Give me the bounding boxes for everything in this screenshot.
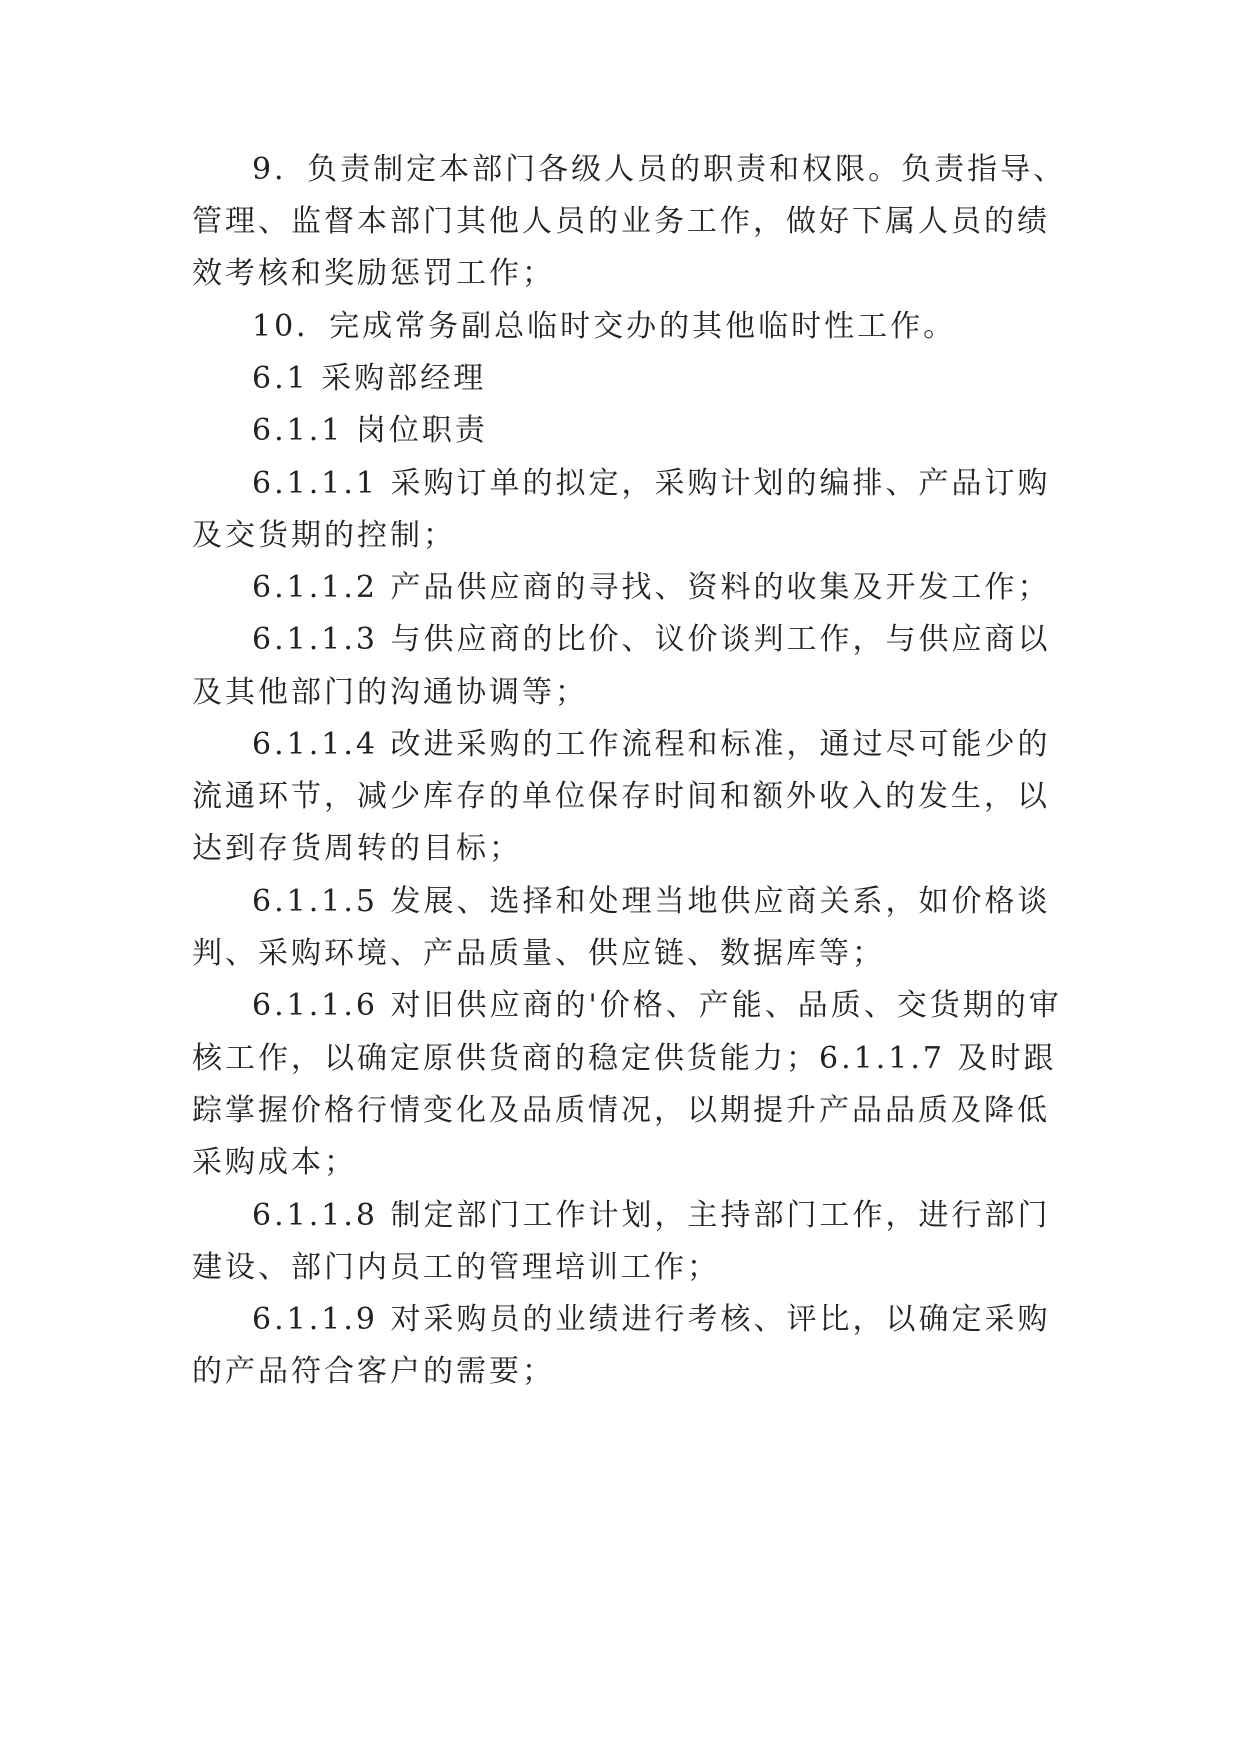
- text-line: 及交货期的控制；: [192, 518, 456, 553]
- text-line: 判、采购环境、产品质量、供应链、数据库等；: [192, 936, 885, 971]
- text-line: 6.1.1.4 改进采购的工作流程和标准，通过尽可能少的: [252, 727, 1051, 762]
- text-line: 的产品符合客户的需要；: [192, 1354, 555, 1389]
- text-line: 核工作，以确定原供货商的稳定供货能力；6.1.1.7 及时跟: [192, 1041, 1057, 1076]
- text-line: 6.1.1.9 对采购员的业绩进行考核、评比，以确定采购: [252, 1302, 1051, 1337]
- text-line: 6.1.1.1 采购订单的拟定，采购计划的编排、产品订购: [252, 466, 1051, 501]
- text-line: 流通环节，减少库存的单位保存时间和额外收入的发生，以: [192, 779, 1050, 814]
- text-line: 采购成本；: [192, 1145, 357, 1180]
- text-line: 效考核和奖励惩罚工作；: [192, 256, 555, 291]
- text-line: 6.1.1.2 产品供应商的寻找、资料的收集及开发工作；: [252, 570, 1051, 605]
- text-line: 10．完成常务副总临时交办的其他临时性工作。: [252, 309, 957, 344]
- text-line: 9．负责制定本部门各级人员的职责和权限。负责指导、: [252, 152, 1067, 187]
- text-line: 管理、监督本部门其他人员的业务工作，做好下属人员的绩: [192, 204, 1050, 239]
- text-line: 及其他部门的沟通协调等；: [192, 675, 588, 710]
- text-line: 6.1.1.8 制定部门工作计划，主持部门工作，进行部门: [252, 1198, 1051, 1233]
- text-line: 6.1.1.3 与供应商的比价、议价谈判工作，与供应商以: [252, 622, 1051, 657]
- text-line: 6.1.1.5 发展、选择和处理当地供应商关系，如价格谈: [252, 884, 1051, 919]
- text-line: 达到存货周转的目标；: [192, 831, 522, 866]
- subsection-heading: 6.1.1 岗位职责: [252, 413, 488, 448]
- section-heading: 6.1 采购部经理: [252, 361, 487, 396]
- text-line: 建设、部门内员工的管理培训工作；: [192, 1250, 720, 1285]
- text-line: 踪掌握价格行情变化及品质情况，以期提升产品品质及降低: [192, 1093, 1050, 1128]
- text-line: 6.1.1.6 对旧供应商的'价格、产能、品质、交货期的审: [252, 988, 1062, 1023]
